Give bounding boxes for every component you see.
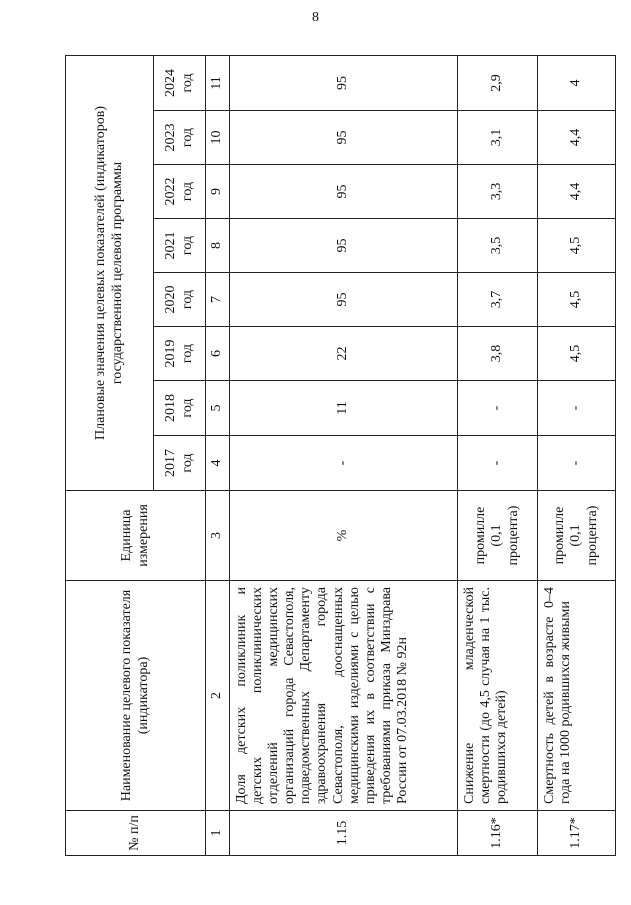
unit-cell: промилле (0,1 процента) (538, 491, 616, 581)
value-cell: 22 (230, 327, 458, 381)
indicator-name: Доля детских поликлиник и детских поликлинических отделений медицинских организаций города Севастополя, подведомственных Департаменту здравоохранения города Севастополя, дооснащенных медицинскими изделиями с целью приведения их в соответствии с требованиями приказа Минздрава России от 07.03.2018 № 92н (230, 581, 458, 811)
indicator-table (65, 55, 616, 856)
column-index: 5 (206, 381, 230, 436)
table-row (538, 55, 616, 855)
indicator-table-wrapper (65, 56, 600, 856)
header-year: 2024 год (154, 55, 206, 110)
value-cell: 4,5 (538, 219, 616, 273)
column-index: 1 (206, 811, 230, 856)
value-cell: 3,3 (458, 165, 538, 219)
value-cell: 4,4 (538, 111, 616, 165)
header-year: 2018 год (154, 381, 206, 436)
column-index: 9 (206, 165, 230, 219)
value-cell: 4,5 (538, 273, 616, 327)
header-year: 2020 год (154, 273, 206, 327)
value-cell: 4,5 (538, 327, 616, 381)
column-index-row (206, 55, 230, 855)
value-cell: - (230, 436, 458, 491)
value-cell: 11 (230, 381, 458, 436)
column-index: 7 (206, 273, 230, 327)
value-cell: 95 (230, 55, 458, 110)
header-num: № п/п (66, 811, 206, 856)
header-year: 2019 год (154, 327, 206, 381)
page-number: 8 (312, 10, 319, 25)
column-index: 3 (206, 491, 230, 581)
table-row (230, 55, 458, 855)
column-index: 2 (206, 581, 230, 811)
value-cell: 3,1 (458, 111, 538, 165)
column-index: 8 (206, 219, 230, 273)
value-cell: - (458, 436, 538, 491)
value-cell: 3,7 (458, 273, 538, 327)
column-index: 6 (206, 327, 230, 381)
unit-cell: промилле (0,1 процента) (458, 491, 538, 581)
header-plan: Плановые значения целевых показателей (индикаторов) государственной целевой программы (66, 55, 154, 490)
value-cell: - (458, 381, 538, 436)
value-cell: 95 (230, 165, 458, 219)
value-cell: - (538, 436, 616, 491)
value-cell: 2,9 (458, 55, 538, 110)
header-year: 2022 год (154, 165, 206, 219)
indicator-name: Снижение младенческой смертности (до 4,5 случая на 1 тыс. родившихся детей) (458, 581, 538, 811)
value-cell: 3,8 (458, 327, 538, 381)
value-cell: 4,4 (538, 165, 616, 219)
unit-cell: % (230, 491, 458, 581)
header-name: Наименование целевого показателя (индикатора) (66, 581, 206, 811)
column-index: 4 (206, 436, 230, 491)
value-cell: 95 (230, 219, 458, 273)
table-row (458, 55, 538, 855)
row-number: 1.15 (230, 811, 458, 856)
value-cell: 95 (230, 111, 458, 165)
header-year: 2017 год (154, 436, 206, 491)
column-index: 10 (206, 111, 230, 165)
column-index: 11 (206, 55, 230, 110)
value-cell: 3,5 (458, 219, 538, 273)
value-cell: - (538, 381, 616, 436)
row-number: 1.17* (538, 811, 616, 856)
header-unit: Единица измерения (66, 491, 206, 581)
row-number: 1.16* (458, 811, 538, 856)
header-year: 2021 год (154, 219, 206, 273)
value-cell: 95 (230, 273, 458, 327)
header-row-top (66, 55, 154, 855)
indicator-name: Смертность детей в возрасте 0–4 года на 1000 родившихся живыми (538, 581, 616, 811)
value-cell: 4 (538, 55, 616, 110)
header-year: 2023 год (154, 111, 206, 165)
